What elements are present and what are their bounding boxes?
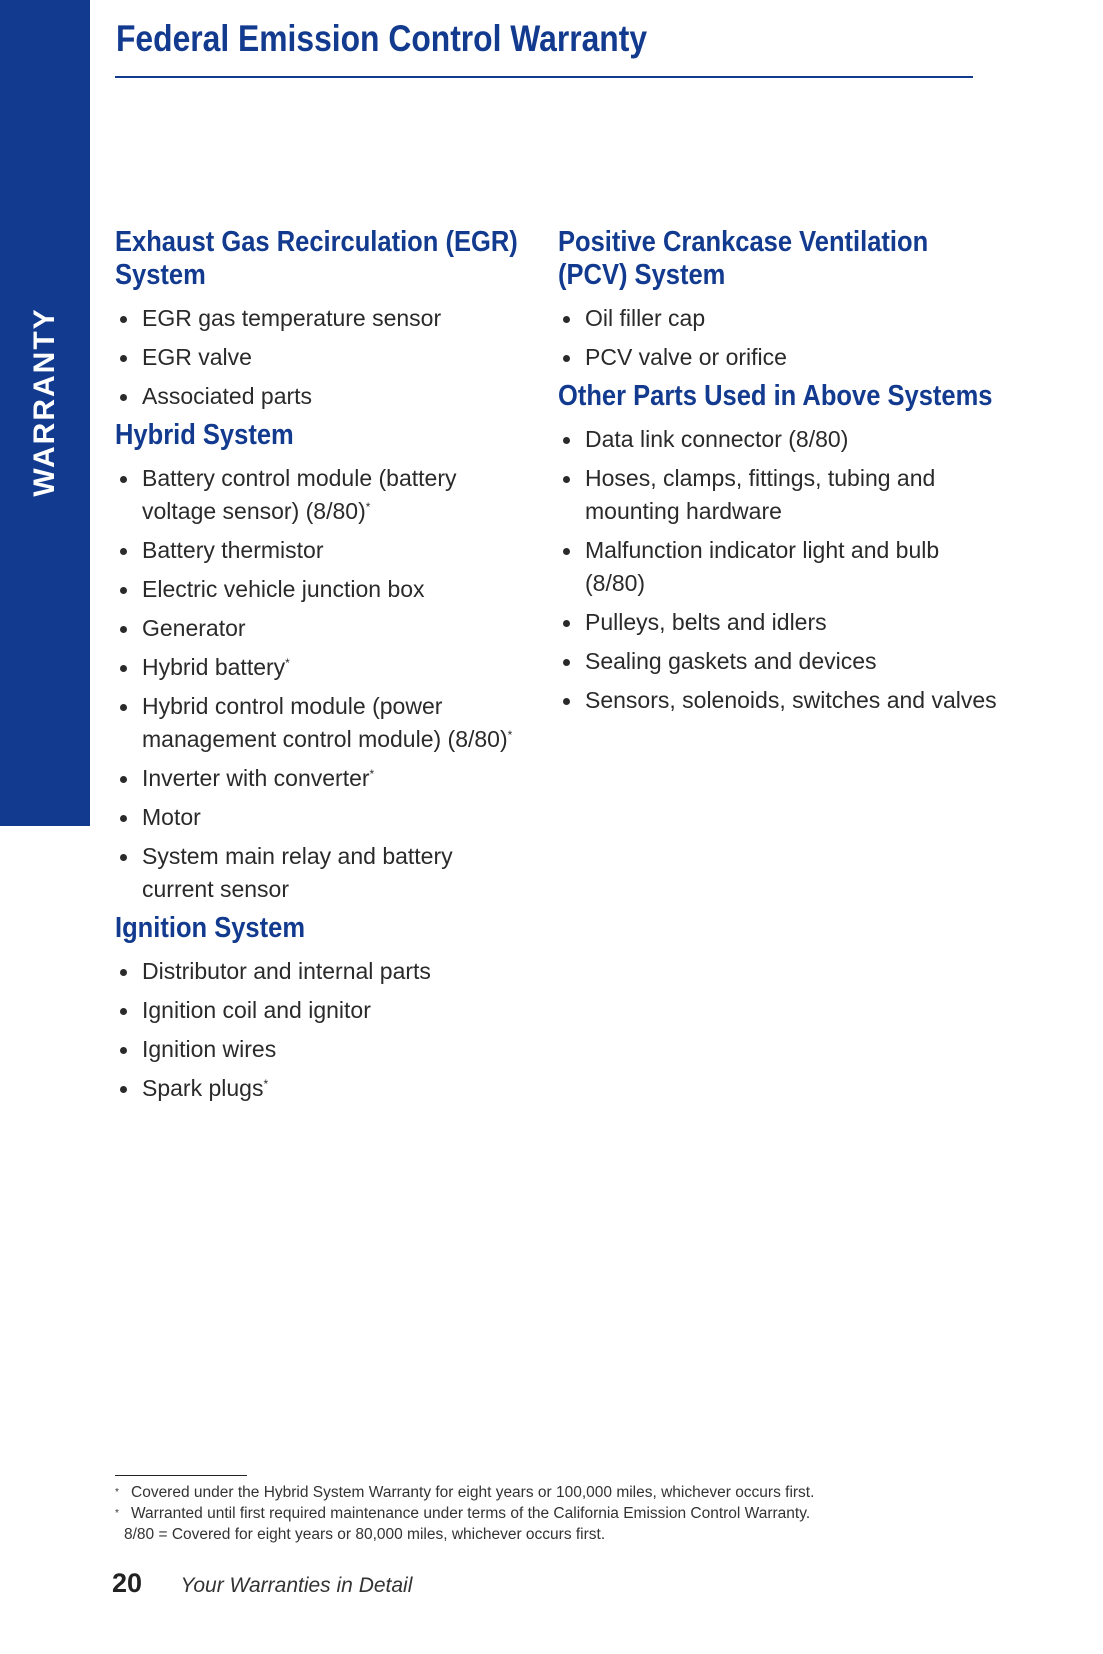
list-item: Spark plugs* — [115, 1072, 530, 1105]
list-item: Data link connector (8/80) — [558, 423, 998, 456]
footnote-rule — [115, 1475, 247, 1476]
list-item: EGR gas temperature sensor — [115, 302, 530, 335]
list-item: Battery thermistor — [115, 534, 530, 567]
list-item: Inverter with converter* — [115, 762, 530, 795]
pcv-list — [558, 302, 998, 374]
hybrid-list — [115, 462, 530, 906]
title-rule — [115, 76, 973, 78]
left-column — [115, 226, 530, 1111]
page-number: 20 — [112, 1568, 143, 1598]
list-item: Oil filler cap — [558, 302, 998, 335]
egr-list — [115, 302, 530, 413]
list-item: System main relay and battery current sensor — [115, 840, 530, 906]
list-item: Hybrid battery* — [115, 651, 530, 684]
list-item: Ignition wires — [115, 1033, 530, 1066]
side-tab — [0, 0, 90, 826]
section-heading-pcv: Positive Crankcase Ventilation (PCV) System — [558, 226, 929, 291]
section-heading-hybrid: Hybrid System — [115, 419, 294, 451]
list-item: Hybrid control module (power management control module) (8/80)* — [115, 690, 530, 756]
footnotes — [115, 1482, 1015, 1545]
list-item: Malfunction indicator light and bulb (8/80) — [558, 534, 998, 600]
right-column — [558, 226, 998, 723]
list-item: Electric vehicle junction box — [115, 573, 530, 606]
list-item: Distributor and internal parts — [115, 955, 530, 988]
list-item: Motor — [115, 801, 530, 834]
footnote: 8/80 = Covered for eight years or 80,000 miles, whichever occurs first. — [124, 1526, 606, 1543]
section-heading-other-parts: Other Parts Used in Above Systems — [558, 380, 993, 412]
footer-title: Your Warranties in Detail — [180, 1574, 413, 1597]
list-item: Ignition coil and ignitor — [115, 994, 530, 1027]
page-footer — [112, 1568, 412, 1599]
section-heading-egr: Exhaust Gas Recirculation (EGR) System — [115, 226, 518, 291]
ignition-list — [115, 955, 530, 1105]
list-item: Hoses, clamps, fittings, tubing and mounting hardware — [558, 462, 998, 528]
other-parts-list — [558, 423, 998, 717]
list-item: Pulleys, belts and idlers — [558, 606, 998, 639]
list-item: PCV valve or orifice — [558, 341, 998, 374]
footnote: * Warranted until first required maintenance under terms of the California Emission Control Warranty. — [115, 1505, 811, 1522]
side-tab-label: WARRANTY — [28, 307, 61, 497]
list-item: EGR valve — [115, 341, 530, 374]
list-item: Generator — [115, 612, 530, 645]
page-title: Federal Emission Control Warranty — [116, 18, 648, 59]
list-item: Associated parts — [115, 380, 530, 413]
section-heading-ignition: Ignition System — [115, 912, 306, 944]
list-item: Battery control module (battery voltage sensor) (8/80)* — [115, 462, 530, 528]
footnote: * Covered under the Hybrid System Warranty for eight years or 100,000 miles, whichever occurs first. — [115, 1484, 815, 1501]
list-item: Sealing gaskets and devices — [558, 645, 998, 678]
list-item: Sensors, solenoids, switches and valves — [558, 684, 998, 717]
